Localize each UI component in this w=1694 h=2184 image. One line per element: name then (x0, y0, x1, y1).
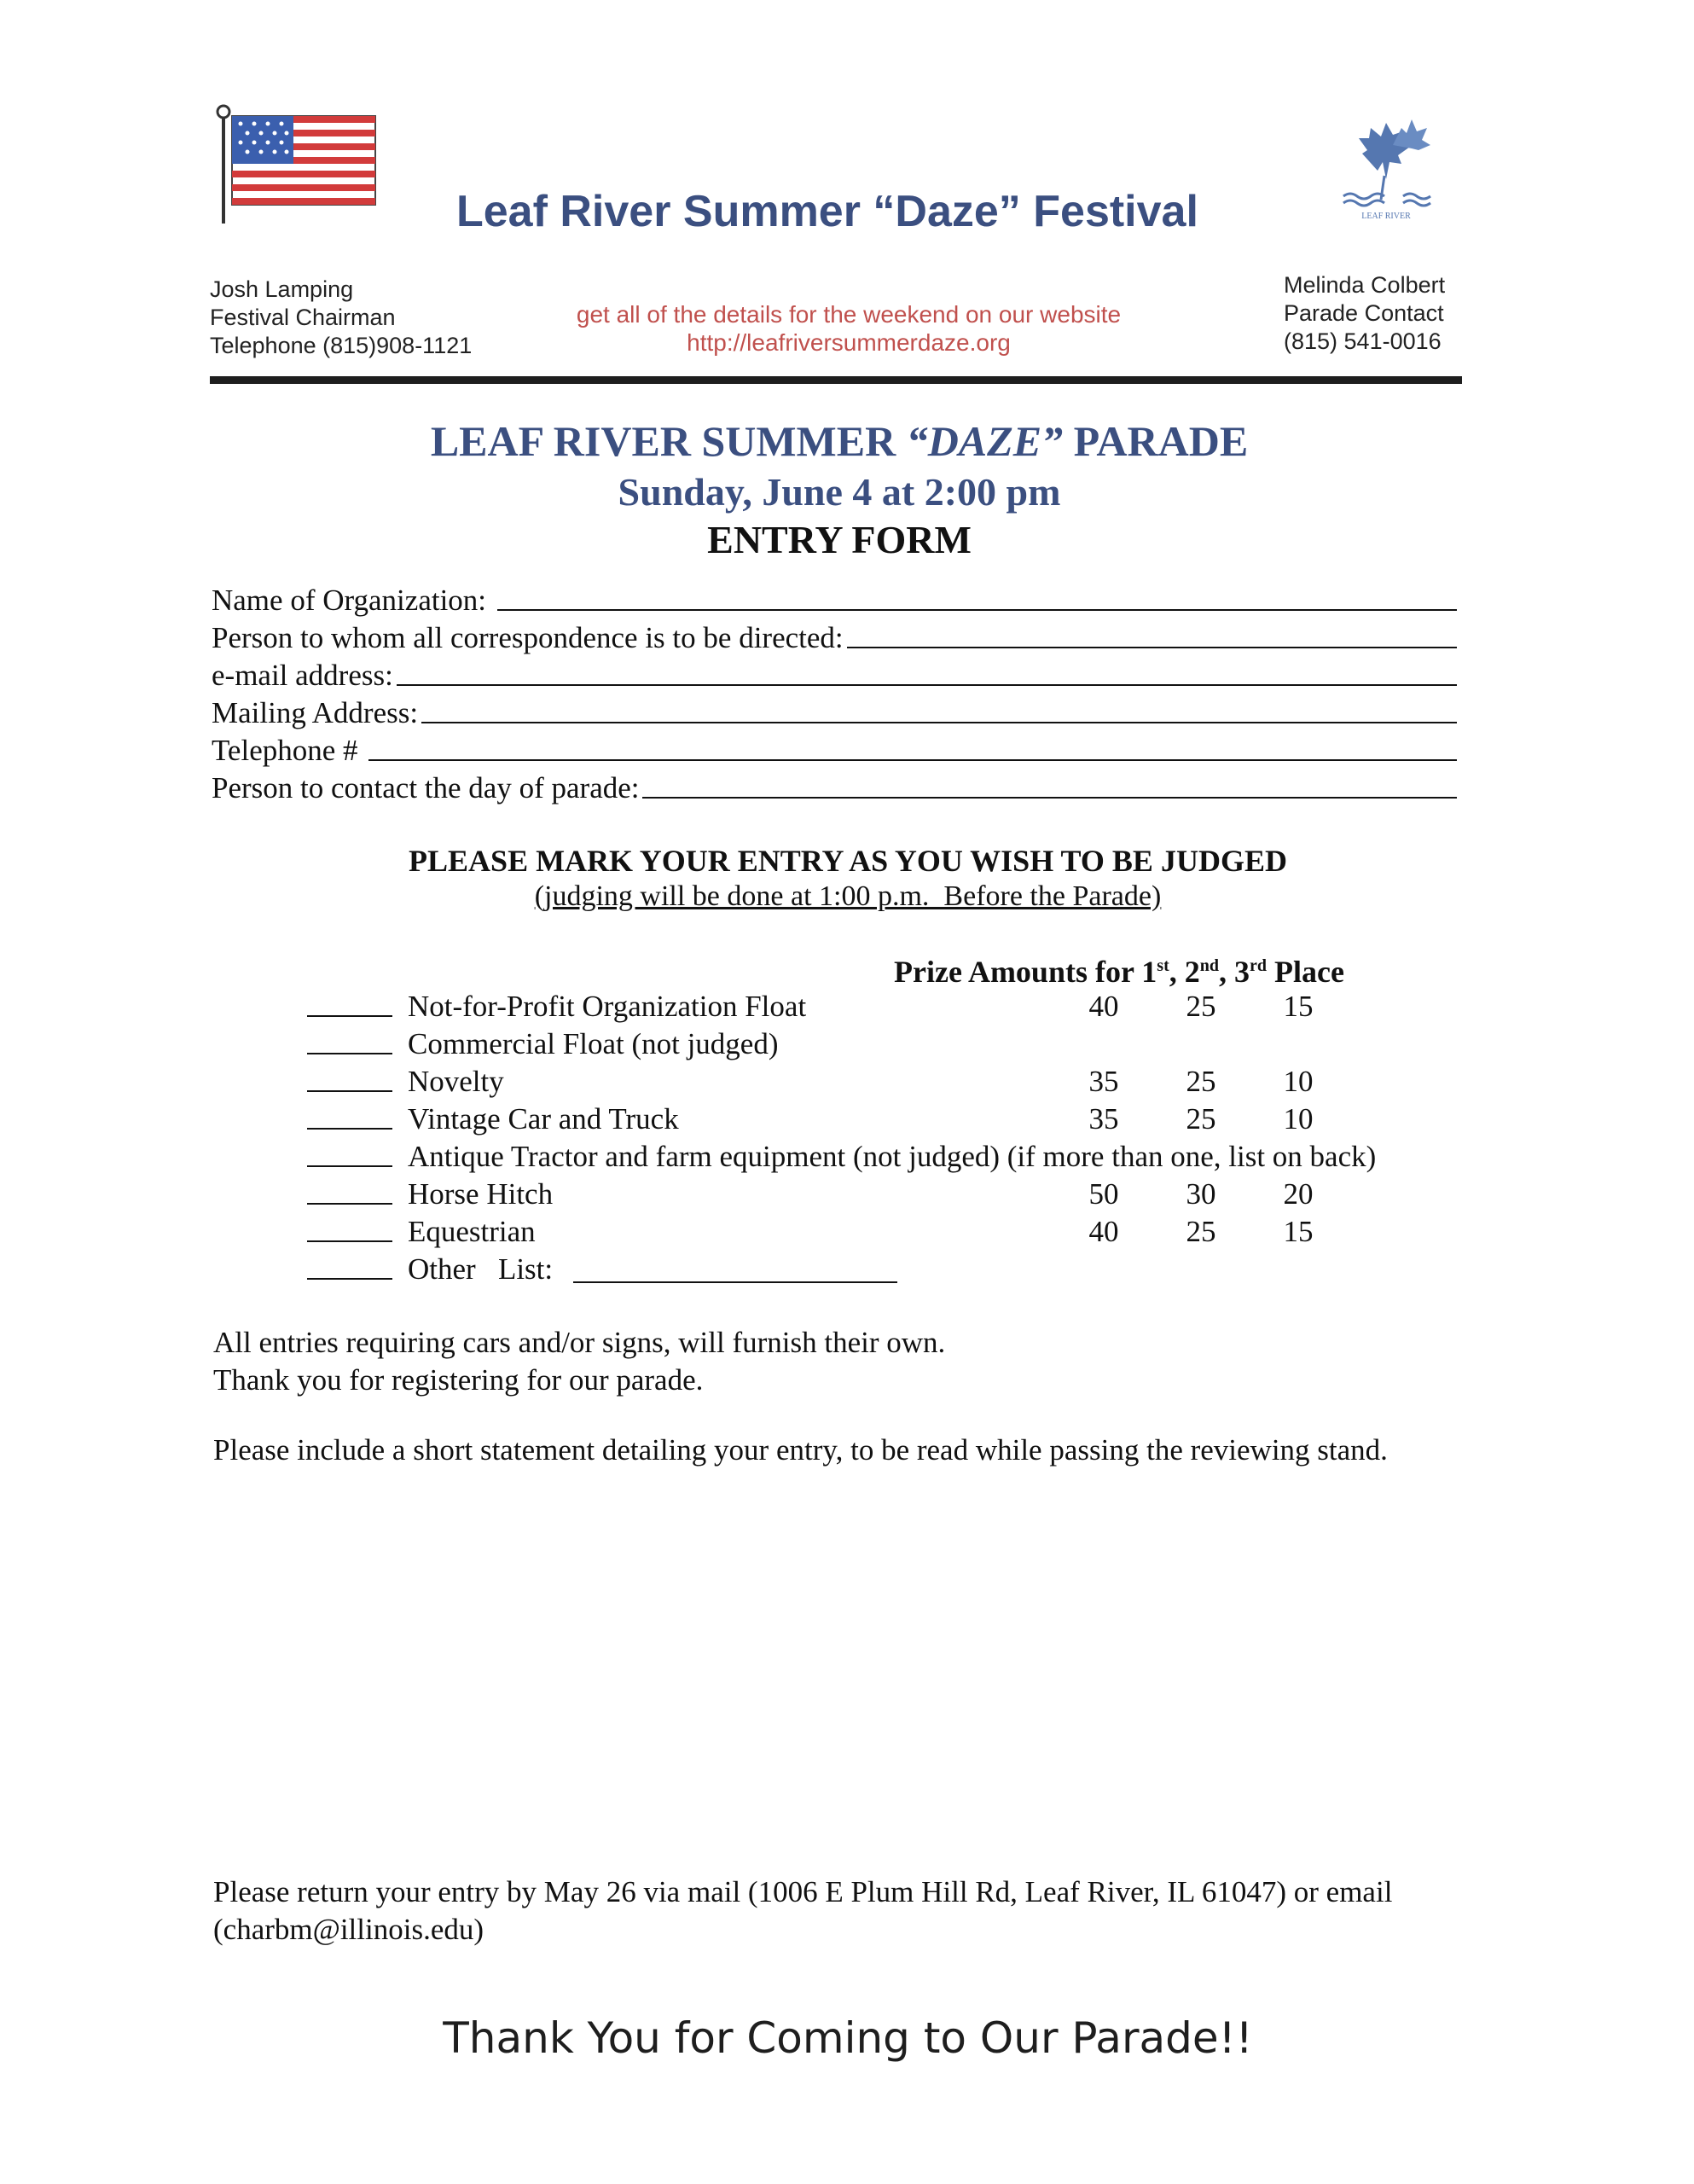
prize-header-tail: Place (1267, 955, 1344, 989)
chairman-name: Josh Lamping (210, 276, 354, 302)
parade-title-post: PARADE (1063, 417, 1249, 465)
day-contact-field[interactable] (212, 768, 1457, 805)
category-checkbox-line[interactable] (307, 1053, 392, 1054)
chairman-contact (210, 276, 472, 360)
category-label: Vintage Car and Truck (408, 1102, 679, 1136)
prize-sep-1: , 2 (1169, 955, 1200, 989)
website-url[interactable]: http://leafriversummerdaze.org (687, 329, 1011, 356)
header-divider (210, 376, 1462, 384)
parade-title-daze: “DAZE” (906, 417, 1064, 465)
prize-first: 40 (1088, 1215, 1119, 1248)
category-row (307, 1215, 1501, 1252)
prize-third: 15 (1283, 990, 1314, 1023)
judging-subheading-text: (judging will be done at 1:00 p.m. Before the Parade) (534, 880, 1162, 912)
field-line[interactable] (368, 759, 1457, 761)
category-checkbox-line[interactable] (307, 1278, 392, 1280)
prize-third: 10 (1283, 1102, 1314, 1136)
prize-third: 10 (1283, 1065, 1314, 1098)
correspondence-field[interactable] (212, 618, 1457, 655)
prize-first: 50 (1088, 1177, 1119, 1211)
category-checkbox-line[interactable] (307, 1240, 392, 1242)
prize-sup-1: st (1157, 956, 1169, 975)
prize-second: 25 (1186, 1102, 1216, 1136)
category-checkbox-line[interactable] (307, 1090, 392, 1092)
mailing-address-field[interactable] (212, 693, 1457, 730)
parade-contact-phone: (815) 541-0016 (1284, 328, 1442, 354)
category-label: Commercial Float (not judged) (408, 1027, 779, 1060)
chairman-role: Festival Chairman (210, 305, 396, 330)
parade-date: Sunday, June 4 at 2:00 pm (618, 470, 1061, 514)
field-line[interactable] (847, 647, 1457, 648)
field-line[interactable] (642, 797, 1457, 799)
field-label: Telephone # (212, 734, 366, 767)
field-label: Person to whom all correspondence is to be directed: (212, 621, 844, 654)
category-row (307, 990, 1501, 1027)
prize-first: 35 (1088, 1102, 1119, 1136)
notes-line-1: All entries requiring cars and/or signs, will furnish their own. (213, 1326, 946, 1359)
chairman-phone: Telephone (815)908-1121 (210, 333, 473, 358)
category-checkbox-line[interactable] (307, 1165, 392, 1167)
category-label: Horse Hitch (408, 1177, 554, 1211)
field-label: Person to contact the day of parade: (212, 771, 640, 804)
website-text: get all of the details for the weekend on our website (576, 301, 1122, 328)
notes-block (213, 1324, 1476, 1399)
category-label: Antique Tractor and farm equipment (not judged) (if more than one, list on back) (408, 1140, 1377, 1173)
category-row-other (307, 1252, 1501, 1290)
category-checkbox-line[interactable] (307, 1015, 392, 1017)
entry-form-title: ENTRY FORM (707, 518, 972, 561)
category-row (307, 1140, 1501, 1177)
parade-title-pre: LEAF RIVER SUMMER (430, 417, 907, 465)
american-flag-icon (213, 104, 384, 224)
parade-contact (1284, 271, 1445, 356)
logo-caption: LEAF RIVER (1361, 212, 1411, 221)
category-row (307, 1177, 1501, 1215)
field-line[interactable] (497, 609, 1457, 611)
prize-sep-2: , 3 (1219, 955, 1250, 989)
category-row (307, 1102, 1501, 1140)
notes-line-2: Thank you for registering for our parade. (213, 1363, 704, 1397)
parade-contact-role: Parade Contact (1284, 300, 1444, 326)
parade-contact-name: Melinda Colbert (1284, 272, 1446, 298)
category-checkbox-line[interactable] (307, 1128, 392, 1130)
prize-header (894, 954, 1344, 990)
category-row (307, 1065, 1501, 1102)
field-line[interactable] (421, 722, 1457, 723)
festival-title: Leaf River Summer “Daze” Festival (456, 187, 1198, 236)
prize-second: 25 (1186, 1065, 1216, 1098)
prize-first: 40 (1088, 990, 1119, 1023)
judging-heading: PLEASE MARK YOUR ENTRY AS YOU WISH TO BE JUDGED (409, 844, 1287, 878)
field-label: Name of Organization: (212, 584, 494, 617)
prize-third: 20 (1283, 1177, 1314, 1211)
parade-title (210, 416, 1469, 466)
prize-second: 25 (1186, 1215, 1216, 1248)
prize-sup-2: nd (1199, 956, 1219, 975)
organization-field[interactable] (212, 580, 1457, 618)
other-list-line[interactable] (573, 1281, 897, 1283)
judging-subheading (210, 880, 1486, 913)
email-field[interactable] (212, 655, 1457, 693)
prize-second: 30 (1186, 1177, 1216, 1211)
category-label: Other List: (408, 1252, 560, 1286)
prize-first: 35 (1088, 1065, 1119, 1098)
field-label: e-mail address: (212, 659, 393, 692)
category-row (307, 1027, 1501, 1065)
prize-sup-3: rd (1250, 956, 1267, 975)
leaf-river-logo-icon (1318, 94, 1454, 222)
prize-header-text: Prize Amounts for 1 (894, 955, 1157, 989)
category-label: Equestrian (408, 1215, 536, 1248)
website-info (529, 300, 1169, 357)
field-label: Mailing Address: (212, 696, 419, 729)
statement-note: Please include a short statement detailing your entry, to be read while passing the reviewing stand. (213, 1433, 1388, 1467)
category-label: Not-for-Profit Organization Float (408, 990, 807, 1023)
category-label: Novelty (408, 1065, 504, 1098)
prize-third: 15 (1283, 1215, 1314, 1248)
thank-you-footer: Thank You for Coming to Our Parade!! (443, 2013, 1253, 2063)
field-line[interactable] (397, 684, 1457, 686)
prize-second: 25 (1186, 990, 1216, 1023)
category-checkbox-line[interactable] (307, 1203, 392, 1205)
telephone-field[interactable] (212, 730, 1457, 768)
return-info: Please return your entry by May 26 via mail (1006 E Plum Hill Rd, Leaf River, IL 61047) or email (charbm@illinois.edu) (213, 1875, 1393, 1946)
